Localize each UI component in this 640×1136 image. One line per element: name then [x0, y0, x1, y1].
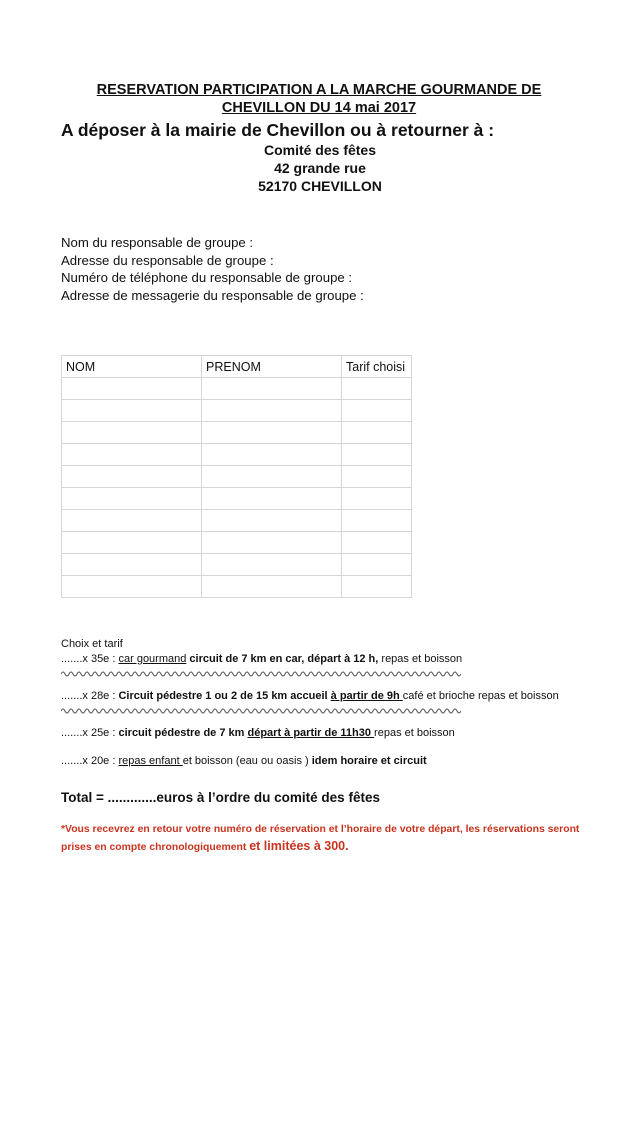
table-cell: [202, 444, 342, 466]
recipient-address: [0, 141, 640, 195]
table-cell: [342, 422, 412, 444]
table-cell: [202, 554, 342, 576]
table-cell: [342, 444, 412, 466]
table-row: [62, 510, 412, 532]
note-emphasis: et limitées à 300.: [249, 839, 349, 853]
group-leader-fields: [61, 234, 364, 304]
table-cell: [62, 510, 202, 532]
reservation-note: [61, 822, 581, 856]
table-cell: [342, 378, 412, 400]
table-cell: [202, 532, 342, 554]
option-bold: Circuit pédestre 1 ou 2 de 15 km accueil: [118, 690, 331, 702]
table-cell: [62, 444, 202, 466]
option-underlined: repas enfant: [118, 755, 183, 767]
table-cell: [342, 488, 412, 510]
title-line-1: RESERVATION PARTICIPATION A LA MARCHE GOURMANDE DE: [96, 82, 542, 98]
form-title: [60, 81, 578, 117]
field-leader-name: Nom du responsable de groupe :: [61, 235, 254, 250]
table-cell: [342, 400, 412, 422]
spacer: [61, 740, 571, 754]
table-cell: [62, 466, 202, 488]
table-cell: [202, 400, 342, 422]
table-cell: [62, 576, 202, 598]
table-row: [62, 378, 412, 400]
table-row: [62, 554, 412, 576]
wavy-divider: [61, 706, 461, 716]
option-prefix: .......x 20e :: [61, 755, 119, 767]
table-cell: [342, 510, 412, 532]
option-bold-underlined: à partir de 9h: [330, 690, 403, 702]
table-row: [62, 532, 412, 554]
option-rest: repas et boisson: [374, 727, 455, 739]
table-cell: [62, 554, 202, 576]
table-row: [62, 488, 412, 510]
option-prefix: .......x 28e :: [61, 690, 119, 702]
field-leader-email: Adresse de messagerie du responsable de groupe :: [61, 287, 364, 303]
option-bold: idem horaire et circuit: [311, 755, 427, 767]
table-cell: [342, 532, 412, 554]
col-header-tarif: Tarif choisi: [342, 356, 412, 378]
option-rest: repas et boisson: [378, 653, 463, 665]
table-row: [62, 576, 412, 598]
field-leader-address: Adresse du responsable de groupe :: [61, 252, 274, 268]
table-cell: [342, 466, 412, 488]
total-line: Total = .............euros à l’ordre du comité des fêtes: [61, 790, 380, 805]
table-cell: [342, 576, 412, 598]
table-row: [62, 422, 412, 444]
choice-option-35e: [61, 652, 571, 666]
table-row: [62, 400, 412, 422]
table-cell: [342, 554, 412, 576]
option-underlined: car gourmand: [118, 653, 187, 665]
table-cell: [62, 422, 202, 444]
participants-table: [61, 355, 412, 598]
col-header-prenom: PRENOM: [202, 356, 342, 378]
title-line-2: CHEVILLON DU 14 mai 2017: [221, 100, 417, 116]
option-prefix: .......x 25e :: [61, 727, 119, 739]
option-rest: et boisson (eau ou oasis ): [182, 755, 312, 767]
table-row: [62, 466, 412, 488]
table-cell: [202, 378, 342, 400]
table-cell: [62, 532, 202, 554]
choices-label: Choix et tarif: [61, 638, 123, 650]
table-cell: [202, 422, 342, 444]
table-cell: [62, 378, 202, 400]
table-cell: [62, 488, 202, 510]
choice-option-28e: [61, 689, 571, 703]
submission-instruction: A déposer à la mairie de Chevillon ou à retourner à :: [61, 120, 495, 140]
choices-section: [61, 637, 571, 768]
choice-option-20e: [61, 754, 571, 768]
address-line-3: 52170 CHEVILLON: [258, 178, 382, 194]
choice-option-25e: [61, 726, 571, 740]
address-line-2: 42 grande rue: [274, 160, 366, 176]
table-cell: [202, 488, 342, 510]
option-bold-underlined: départ à partir de 11h30: [247, 727, 375, 739]
option-bold: circuit pédestre de 7 km: [118, 727, 248, 739]
table-cell: [62, 400, 202, 422]
option-rest: café et brioche repas et boisson: [402, 690, 559, 702]
table-cell: [202, 510, 342, 532]
address-line-1: Comité des fêtes: [263, 142, 377, 158]
option-bold: circuit de 7 km en car, départ à 12 h,: [186, 653, 379, 665]
wavy-divider: [61, 669, 461, 679]
table-cell: [202, 466, 342, 488]
field-leader-phone: Numéro de téléphone du responsable de groupe :: [61, 270, 353, 285]
col-header-nom: NOM: [62, 356, 202, 378]
table-row: [62, 444, 412, 466]
table-cell: [202, 576, 342, 598]
note-text: *Vous recevrez en retour votre numéro de réservation et l’horaire de votre départ, les réservations seront prises en compte chronologiquement: [61, 824, 580, 853]
table-header-row: [62, 356, 412, 378]
option-prefix: .......x 35e :: [61, 653, 119, 665]
